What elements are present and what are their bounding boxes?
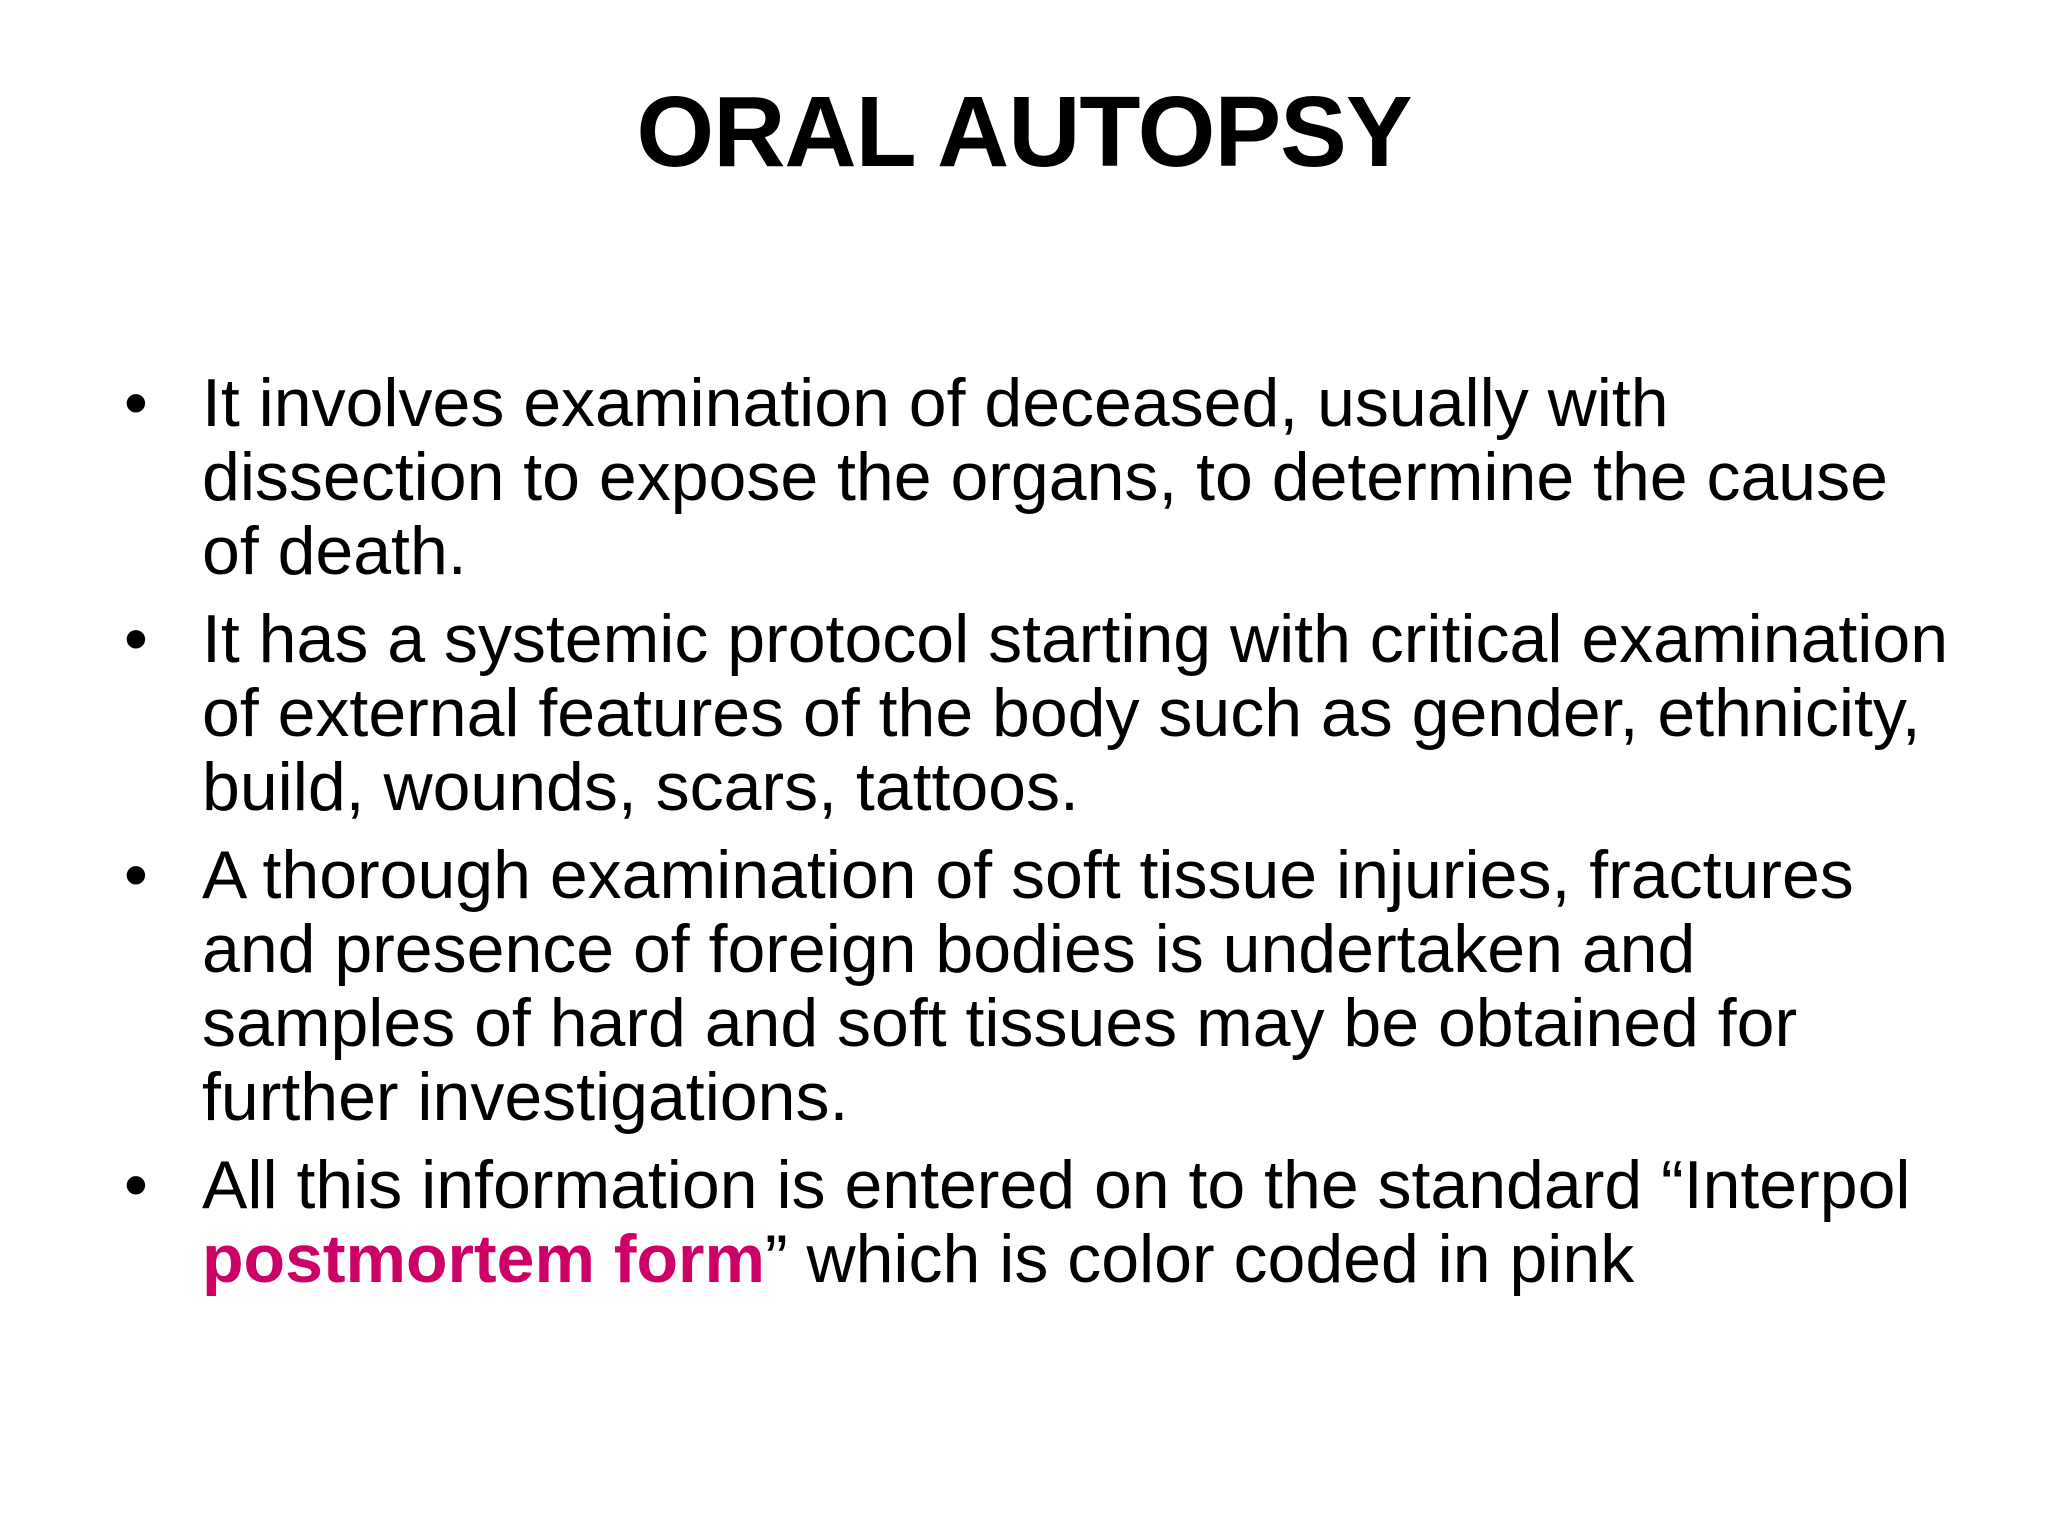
- bullet-item: [124, 365, 1962, 589]
- bullet-marker: •: [124, 837, 148, 913]
- bullet-text-after: ” which is color coded in pink: [764, 1221, 1635, 1297]
- bullet-text-before: All this information is entered on to the standard “Interpol: [202, 1147, 1911, 1223]
- bullet-text: It involves examination of deceased, usually with dissection to expose the organs, to determine the cause of death.: [202, 365, 1888, 589]
- bullet-item: [124, 601, 1962, 825]
- bullet-item: [124, 1147, 1962, 1297]
- bullet-marker: •: [124, 1147, 148, 1223]
- bullet-item: [124, 837, 1962, 1135]
- highlighted-form-name: postmortem form: [202, 1221, 765, 1297]
- bullet-text: It has a systemic protocol starting with critical examination of external features of the body such as gender, ethnicity, build, wounds, scars, tattoos.: [202, 601, 1949, 825]
- slide-title: ORAL AUTOPSY: [636, 76, 1412, 188]
- bullet-list: [124, 365, 1962, 1310]
- bullet-marker: •: [124, 365, 148, 441]
- bullet-text: A thorough examination of soft tissue injuries, fractures and presence of foreign bodies is undertaken and samples of hard and soft tissues may be obtained for further investigations.: [202, 837, 1854, 1135]
- bullet-marker: •: [124, 601, 148, 677]
